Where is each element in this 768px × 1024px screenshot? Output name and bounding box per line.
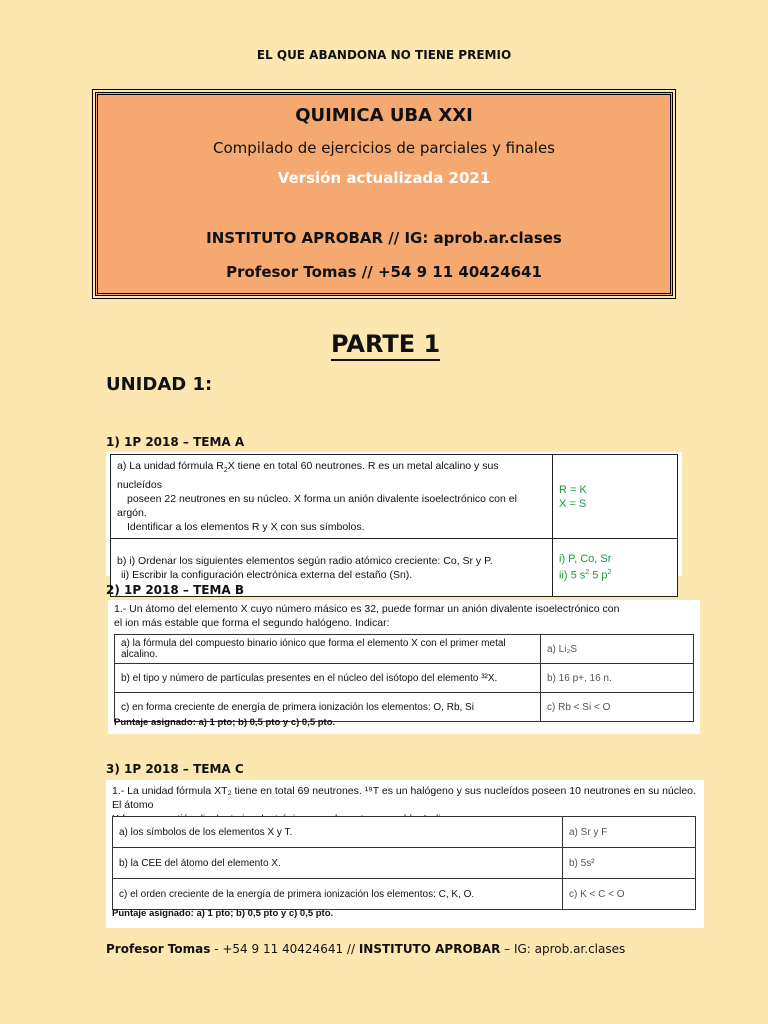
- part-title: PARTE 1: [331, 330, 440, 361]
- table-row: [113, 879, 696, 910]
- exercise-3-heading: 3) 1P 2018 – TEMA C: [106, 762, 244, 776]
- exercise-1-table-image: [106, 452, 682, 582]
- exercise-3-intro: 1.- La unidad fórmula XT₂ tiene en total 69 neutrones. ¹⁹T es un halógeno y sus nucleídos poseen 10 neutrones en su núcleo. El átomo: [112, 785, 696, 811]
- teacher-line: Profesor Tomas // +54 9 11 40424641: [226, 263, 542, 281]
- table-row: [113, 817, 696, 848]
- footer-institute: INSTITUTO APROBAR: [358, 942, 501, 956]
- unit-title: UNIDAD 1:: [106, 374, 213, 395]
- exercise-2-table-image: [108, 600, 700, 734]
- document-title: QUIMICA UBA XXI: [295, 105, 473, 126]
- question-cell: b) i) Ordenar los siguientes elementos según radio atómico creciente: Co, Sr y P. ii) Escribir la configuración electrónica externa del estaño (Sn).: [111, 539, 553, 597]
- document-subtitle: Compilado de ejercicios de parciales y finales: [212, 139, 555, 157]
- question-cell: a) la fórmula del compuesto binario iónico que forma el elemento X con el primer metal alcalino.: [115, 635, 541, 664]
- answer-cell: c) K < C < O: [563, 879, 696, 910]
- table-row: [115, 664, 694, 693]
- exercise-1-heading: 1) 1P 2018 – TEMA A: [106, 435, 245, 449]
- question-cell: b) el tipo y número de partículas presentes en el núcleo del isótopo del elemento ³²X.: [115, 664, 541, 693]
- page-motto: EL QUE ABANDONA NO TIENE PREMIO: [256, 48, 512, 62]
- footer-ig: – IG: aprob.ar.clases: [500, 942, 626, 956]
- question-cell: c) en forma creciente de energía de primera ionización los elementos: O, Rb, Si: [115, 693, 541, 722]
- page-footer: [106, 942, 625, 956]
- footer-phone: - +54 9 11 40424641 //: [210, 942, 359, 956]
- header-box: [95, 92, 673, 296]
- answer-cell: i) P, Co, Sr ii) 5 $s^2$ 5 $p^2$: [553, 539, 678, 597]
- exercise-2-heading: 2) 1P 2018 – TEMA B: [106, 583, 245, 597]
- answer-cell: a) Sr y F: [563, 817, 696, 848]
- footer-teacher: Profesor Tomas: [106, 942, 211, 956]
- institute-line: INSTITUTO APROBAR // IG: aprob.ar.clases: [206, 229, 562, 247]
- question-cell: c) el orden creciente de la energía de primera ionización los elementos: C, K, O.: [113, 879, 563, 910]
- exercise-2-intro: 1.- Un átomo del elemento X cuyo número másico es 32, puede formar un anión divalente isoelectrónico con el ion más estable que forma el segundo halógeno. Indicar:: [114, 603, 620, 629]
- table-row: [115, 635, 694, 664]
- exercise-3-table-image: [106, 780, 704, 928]
- answer-cell: c) Rb < Si < O: [541, 693, 694, 722]
- table-row: [111, 455, 678, 539]
- question-cell: a) La unidad fórmula $R_2X$ tiene en total 60 neutrones. R es un metal alcalino y sus nucleídos poseen 22 neutrones en su núcleo. X forma un anión divalente isoelectrónico con el argón. Identificar a los elementos R y X con sus símbolos.: [111, 455, 553, 539]
- table-row: [113, 848, 696, 879]
- answer-cell: b) 16 p+, 16 n.: [541, 664, 694, 693]
- question-cell: b) la CEE del átomo del elemento X.: [113, 848, 563, 879]
- version-label: Versión actualizada 2021: [277, 169, 491, 187]
- score-note: Puntaje asignado: a) 1 pto; b) 0,5 pto y c) 0,5 pto.: [114, 717, 336, 728]
- question-cell: a) los símbolos de los elementos X y T.: [113, 817, 563, 848]
- answer-cell: b) 5s²: [563, 848, 696, 879]
- score-note: Puntaje asignado: a) 1 pto; b) 0,5 pto y c) 0,5 pto.: [112, 908, 334, 919]
- answer-cell: a) Li₂S: [541, 635, 694, 664]
- answer-cell: R = K X = S: [553, 455, 678, 539]
